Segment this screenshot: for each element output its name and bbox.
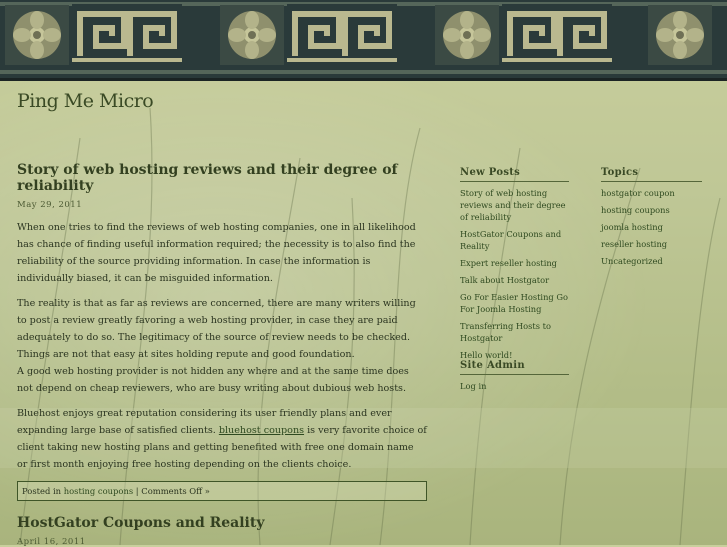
widget-title: Site Admin [460, 360, 569, 375]
paragraph-text: is very favorite choice of client taking new hosting plans and getting benefited with free one domain name or first month enjoying free hosting depending on the clients choice. [17, 425, 427, 470]
paragraph: When one tries to find the reviews of web hosting companies, one in all likelihood has chance of finding useful information required; the necessity is to also find the reliability of the source providing information. In case the information is individually biased, it can be misguided information. [17, 222, 416, 284]
widget-title: New Posts [460, 167, 569, 182]
meta-separator: | [133, 486, 142, 496]
new-post-link[interactable]: Talk about Hostgator [460, 275, 550, 285]
topic-link[interactable]: Uncategorized [601, 256, 663, 266]
topics-widget [601, 167, 702, 272]
new-post-link[interactable]: Hello world! [460, 350, 513, 360]
category-link[interactable]: hosting coupons [63, 486, 134, 496]
new-post-link[interactable]: Story of web hosting reviews and their degree of reliability [460, 188, 566, 222]
post-title[interactable]: Story of web hosting reviews and their degree of reliability [17, 162, 398, 194]
greek-key-medallion-icon [0, 4, 727, 74]
paragraph [17, 405, 427, 473]
login-link[interactable]: Log in [460, 381, 487, 391]
bluehost-coupons-link[interactable]: bluehost coupons [218, 425, 305, 436]
post-body [17, 219, 427, 473]
topic-link[interactable]: joomla hosting [601, 222, 663, 232]
paragraph: The reality is that as far as reviews are concerned, there are many writers willing to post a review greatly favoring a web hosting provider, in case they are paid adequately to do so. The legitimacy of the source of review needs to be checked. Things are not that easy at sites holding repute and good foundation. [17, 298, 416, 360]
post-title[interactable]: HostGator Coupons and Reality [17, 515, 265, 531]
new-post-link[interactable]: Go For Easier Hosting Go For Joomla Hosting [460, 292, 568, 314]
paragraph: A good web hosting provider is not hidden any where and at the same time does not depend on cheap reviewers, who are busy writing about dubious web hosts. [17, 366, 409, 394]
topic-link[interactable]: hostgator coupon [601, 188, 675, 198]
new-post-link[interactable]: HostGator Coupons and Reality [460, 229, 562, 251]
post-date: April 16, 2011 [17, 537, 86, 547]
new-posts-widget [460, 167, 569, 366]
comments-status: Comments Off [141, 486, 203, 496]
topic-link[interactable]: hosting coupons [601, 205, 670, 215]
post [17, 162, 427, 501]
new-post-link[interactable]: Transferring Hosts to Hostgator [460, 321, 551, 343]
paragraph-text: Bluehost enjoys great reputation considering its user friendly plans and ever expanding large base of satisfied clients. [17, 408, 392, 436]
topic-link[interactable]: reseller hosting [601, 239, 668, 249]
posted-in-label: Posted in [22, 486, 64, 496]
header-banner [0, 0, 727, 81]
site-admin-widget [460, 360, 569, 397]
site-title[interactable]: Ping Me Micro [17, 90, 154, 112]
new-post-link[interactable]: Expert reseller hosting [460, 258, 557, 268]
post-meta [17, 481, 427, 501]
meta-end: » [202, 486, 210, 496]
widget-title: Topics [601, 167, 702, 182]
post-date: May 29, 2011 [17, 200, 83, 210]
post [17, 515, 427, 547]
